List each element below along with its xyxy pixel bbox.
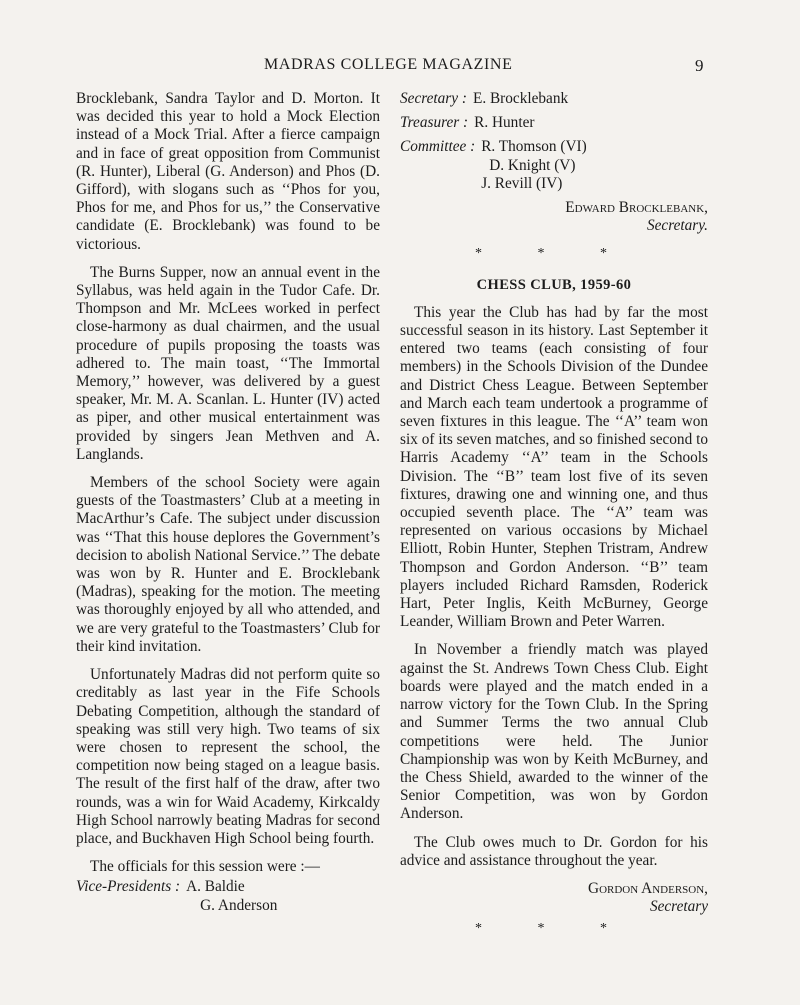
- signoff-role: Secretary.: [646, 217, 708, 235]
- treasurer-row: [400, 114, 708, 132]
- secretary-row: [400, 90, 708, 108]
- vice-presidents-label: Vice-Presidents :: [76, 878, 181, 896]
- signoff-literary-society: [400, 199, 708, 235]
- paragraph-chess-friendly-match: In November a friendly match was played against the St. Andrews Town Chess Club. Eight boards were played and the match ended in a narrow victory for the Town Club. In the Spring and Summer Terms the two annual Club competitions were held. The Junior Championship was won by Keith McBurney, and the Chess Shield, awarded to the winner of the Senior Competition, was won by Gordon Anderson.: [400, 641, 708, 823]
- signoff-role: Secretary: [649, 898, 708, 916]
- vice-presidents-row: [76, 878, 380, 914]
- signoff-name: Edward Brocklebank,: [565, 199, 708, 217]
- paragraph-mock-election: Brocklebank, Sandra Taylor and D. Morton. It was decided this year to hold a Mock Election instead of a Mock Trial. After a fierce campaign and in face of great opposition from Communist (R. Hunter), Liberal (G. Anderson) and Phos (D. Gifford), with slogans such as ‘‘Phos for you, Phos for me, and Phos for us,’’ the Conservative candidate (E. Brocklebank) was found to be victorious.: [76, 90, 380, 253]
- secretary-name: E. Brocklebank: [472, 90, 569, 107]
- page-number: 9: [695, 56, 704, 75]
- committee-list: [481, 138, 587, 193]
- committee-label: Committee :: [400, 138, 476, 156]
- committee-member: D. Knight (V): [489, 156, 576, 174]
- running-title: MADRAS COLLEGE MAGAZINE: [264, 56, 513, 73]
- treasurer-name: R. Hunter: [474, 114, 535, 132]
- vice-presidents-list: [186, 878, 277, 914]
- left-column: [76, 90, 380, 915]
- vice-president-name: G. Anderson: [200, 896, 278, 914]
- secretary-label: Secretary :: [400, 90, 467, 107]
- paragraph-toastmasters: Members of the school Society were again guests of the Toastmasters’ Club at a meeting in MacArthur’s Cafe. The subject under discussion was ‘‘That this house deplores the Government’s decision to abolish National Service.’’ The debate was won by R. Hunter and E. Brocklebank (Madras), speaking for the motion. The meeting was thoroughly enjoyed by all who attended, and we are very grateful to the Toastmasters’ Club for their kind invitation.: [76, 474, 380, 655]
- paragraph-burns-supper: The Burns Supper, now an annual event in the Syllabus, was held again in the Tudor Cafe. Dr. Thompson and Mr. McLees worked in perfect close-harmony as dual chairmen, and the usual procedure of pupils proposing the toasts was adhered to. The main toast, ‘‘The Immortal Memory,’’ however, was delivered by a guest speaker, Mr. M. A. Scanlan. L. Hunter (IV) acted as piper, and other musical entertainment was provided by singers Jean Methven and A. Langlands.: [76, 263, 380, 463]
- vice-president-name: A. Baldie: [186, 878, 245, 896]
- paragraph-debating-competition: Unfortunately Madras did not perform quite so creditably as last year in the Fife Schools Debating Competition, although the standard of speaking was still very high. Two teams of six were chosen to represent the school, the competition now being staged on a league basis. The result of the first half of the draw, after two rounds, was a win for Waid Academy, Kirkcaldy High School narrowly beating Madras for second place, and Buckhaven High School being fourth.: [76, 666, 380, 847]
- running-head: [0, 56, 800, 78]
- committee-row: [400, 138, 708, 193]
- committee-member: R. Thomson (VI): [481, 138, 587, 156]
- chess-club-heading: CHESS CLUB, 1959-60: [476, 276, 632, 293]
- paragraph-chess-season: This year the Club has had by far the most successful season in its history. Last September it entered two teams (each consisting of four members) in the Schools Division of the Dundee and District Chess League. Between September and March each team undertook a programme of seven fixtures in this league. The ‘‘A’’ team won six of its seven matches, and so finished second to Harris Academy ‘‘A’’ team in the Schools Division. The ‘‘B’’ team lost five of its seven fixtures, drawing one and winning one, and thus occupied seventh place. The ‘‘A’’ team was represented on various occasions by Michael Elliott, Robin Hunter, Stephen Tristram, Andrew Thompson and Gordon Anderson. ‘‘B’’ team players included Richard Ramsden, Roderick Hart, Peter Inglis, Keith McBurney, George Leander, William Brown and Peter Warren.: [400, 303, 708, 631]
- paragraph-officials-intro: The officials for this session were :—: [90, 858, 320, 876]
- paragraph-chess-thanks: The Club owes much to Dr. Gordon for his advice and assistance throughout the year.: [400, 833, 708, 869]
- section-separator-end: * * *: [475, 921, 633, 937]
- treasurer-label: Treasurer :: [400, 114, 469, 132]
- signoff-chess-club: [400, 880, 708, 916]
- right-column: [400, 90, 708, 951]
- committee-member: J. Revill (IV): [481, 174, 563, 192]
- signoff-name: Gordon Anderson,: [588, 879, 708, 897]
- section-separator: * * *: [475, 246, 633, 262]
